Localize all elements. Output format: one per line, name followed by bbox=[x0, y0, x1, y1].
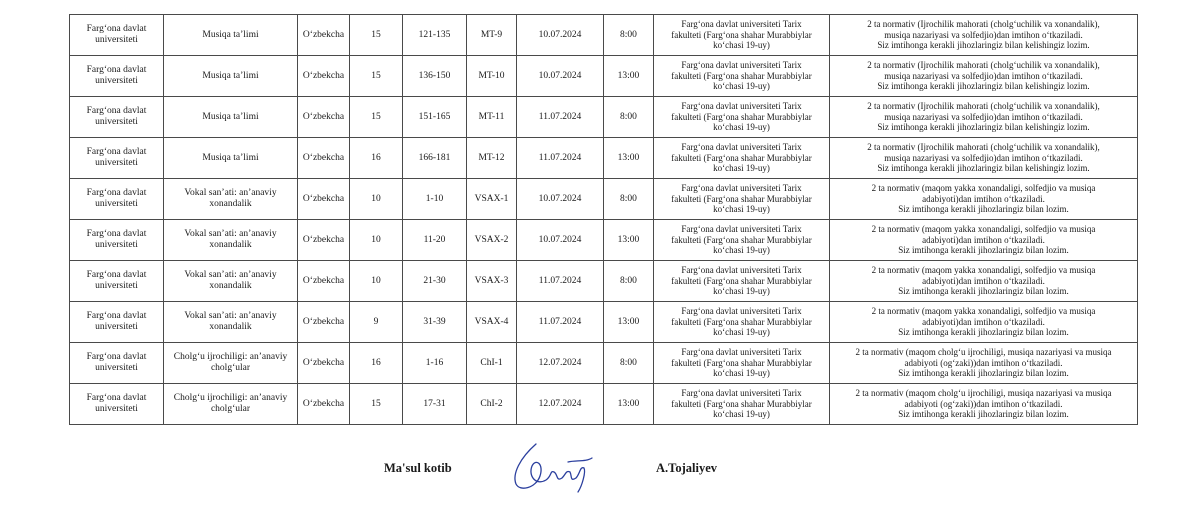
cell-language: O‘zbekcha bbox=[298, 15, 350, 56]
cell-note-line: Siz imtihonga kerakli jihozlaringiz bilan lozim. bbox=[898, 409, 1069, 420]
cell-date: 11.07.2024 bbox=[517, 302, 604, 343]
cell-address-line: Farg‘ona davlat universiteti Tarix bbox=[681, 183, 802, 194]
cell-address-line: Farg‘ona davlat universiteti Tarix bbox=[681, 60, 802, 71]
cell-note-line: adabiyoti)dan imtihon o‘tkaziladi. bbox=[922, 316, 1045, 327]
cell-group: VSAX-4 bbox=[467, 302, 517, 343]
cell-note-line: 2 ta normativ (maqom yakka xonandaligi, solfedjio va musiqa bbox=[871, 224, 1096, 235]
cell-direction: Cholg‘u ijrochiligi: an’anaviy cholg‘ular bbox=[164, 343, 298, 384]
table-row bbox=[70, 343, 1138, 384]
cell-address bbox=[654, 97, 830, 138]
cell-note-line: adabiyoti)dan imtihon o‘tkaziladi. bbox=[922, 275, 1045, 286]
cell-university: Farg‘ona davlat universiteti bbox=[70, 384, 164, 425]
cell-language: O‘zbekcha bbox=[298, 384, 350, 425]
cell-note-line: adabiyoti)dan imtihon o‘tkaziladi. bbox=[922, 234, 1045, 245]
cell-group: VSAX-3 bbox=[467, 261, 517, 302]
cell-count: 10 bbox=[350, 179, 403, 220]
cell-language: O‘zbekcha bbox=[298, 56, 350, 97]
cell-count: 10 bbox=[350, 220, 403, 261]
cell-note-line: Siz imtihonga kerakli jihozlaringiz bilan lozim. bbox=[898, 245, 1069, 256]
signature-image bbox=[506, 436, 600, 494]
cell-address-line: fakulteti (Farg‘ona shahar Murabbiylar bbox=[671, 111, 812, 122]
cell-address bbox=[654, 261, 830, 302]
cell-address-line: fakulteti (Farg‘ona shahar Murabbiylar bbox=[671, 316, 812, 327]
cell-time: 8:00 bbox=[604, 15, 654, 56]
cell-time: 13:00 bbox=[604, 384, 654, 425]
table-row bbox=[70, 261, 1138, 302]
cell-address-line: ko‘chasi 19-uy) bbox=[713, 204, 770, 215]
cell-university: Farg‘ona davlat universiteti bbox=[70, 15, 164, 56]
cell-address bbox=[654, 179, 830, 220]
cell-address-line: ko‘chasi 19-uy) bbox=[713, 40, 770, 51]
cell-note bbox=[830, 220, 1138, 261]
cell-note-line: musiqa nazariyasi va solfedjio)dan imtihon o‘tkaziladi. bbox=[884, 70, 1083, 81]
cell-note bbox=[830, 56, 1138, 97]
cell-university: Farg‘ona davlat universiteti bbox=[70, 56, 164, 97]
cell-university: Farg‘ona davlat universiteti bbox=[70, 343, 164, 384]
cell-address-line: Farg‘ona davlat universiteti Tarix bbox=[681, 347, 802, 358]
cell-university: Farg‘ona davlat universiteti bbox=[70, 179, 164, 220]
table-row bbox=[70, 220, 1138, 261]
cell-note-line: Siz imtihonga kerakli jihozlaringiz bilan kelishingiz lozim. bbox=[877, 40, 1090, 51]
cell-address bbox=[654, 384, 830, 425]
cell-note-line: 2 ta normativ (Ijrochilik mahorati (cholg‘uchilik va xonandalik), bbox=[867, 101, 1100, 112]
cell-direction: Musiqa ta’limi bbox=[164, 56, 298, 97]
cell-date: 10.07.2024 bbox=[517, 220, 604, 261]
cell-address-line: ko‘chasi 19-uy) bbox=[713, 409, 770, 420]
cell-university: Farg‘ona davlat universiteti bbox=[70, 220, 164, 261]
cell-note bbox=[830, 138, 1138, 179]
cell-address bbox=[654, 56, 830, 97]
cell-address-line: Farg‘ona davlat universiteti Tarix bbox=[681, 265, 802, 276]
cell-range: 21-30 bbox=[403, 261, 467, 302]
cell-time: 8:00 bbox=[604, 343, 654, 384]
cell-direction: Vokal san’ati: an’anaviy xonandalik bbox=[164, 302, 298, 343]
cell-date: 11.07.2024 bbox=[517, 97, 604, 138]
cell-note-line: Siz imtihonga kerakli jihozlaringiz bilan kelishingiz lozim. bbox=[877, 122, 1090, 133]
cell-language: O‘zbekcha bbox=[298, 302, 350, 343]
cell-note bbox=[830, 261, 1138, 302]
cell-language: O‘zbekcha bbox=[298, 179, 350, 220]
cell-date: 10.07.2024 bbox=[517, 56, 604, 97]
cell-time: 8:00 bbox=[604, 261, 654, 302]
table-row bbox=[70, 302, 1138, 343]
cell-range: 1-10 bbox=[403, 179, 467, 220]
cell-note-line: 2 ta normativ (maqom yakka xonandaligi, solfedjio va musiqa bbox=[871, 183, 1096, 194]
cell-date: 10.07.2024 bbox=[517, 15, 604, 56]
cell-range: 121-135 bbox=[403, 15, 467, 56]
cell-note-line: musiqa nazariyasi va solfedjio)dan imtihon o‘tkaziladi. bbox=[884, 111, 1083, 122]
cell-note-line: Siz imtihonga kerakli jihozlaringiz bilan lozim. bbox=[898, 327, 1069, 338]
cell-address-line: fakulteti (Farg‘ona shahar Murabbiylar bbox=[671, 234, 812, 245]
cell-university: Farg‘ona davlat universiteti bbox=[70, 261, 164, 302]
cell-direction: Vokal san’ati: an’anaviy xonandalik bbox=[164, 261, 298, 302]
cell-note-line: Siz imtihonga kerakli jihozlaringiz bilan lozim. bbox=[898, 204, 1069, 215]
cell-address-line: ko‘chasi 19-uy) bbox=[713, 163, 770, 174]
cell-group: MT-12 bbox=[467, 138, 517, 179]
cell-direction: Vokal san’ati: an’anaviy xonandalik bbox=[164, 179, 298, 220]
cell-date: 11.07.2024 bbox=[517, 261, 604, 302]
cell-time: 13:00 bbox=[604, 138, 654, 179]
cell-address-line: fakulteti (Farg‘ona shahar Murabbiylar bbox=[671, 152, 812, 163]
cell-address-line: ko‘chasi 19-uy) bbox=[713, 327, 770, 338]
cell-count: 15 bbox=[350, 56, 403, 97]
cell-university: Farg‘ona davlat universiteti bbox=[70, 138, 164, 179]
cell-address bbox=[654, 220, 830, 261]
cell-university: Farg‘ona davlat universiteti bbox=[70, 97, 164, 138]
cell-note-line: Siz imtihonga kerakli jihozlaringiz bilan kelishingiz lozim. bbox=[877, 163, 1090, 174]
cell-note bbox=[830, 343, 1138, 384]
table-row bbox=[70, 56, 1138, 97]
cell-date: 10.07.2024 bbox=[517, 179, 604, 220]
cell-address-line: ko‘chasi 19-uy) bbox=[713, 122, 770, 133]
cell-time: 13:00 bbox=[604, 220, 654, 261]
cell-address-line: ko‘chasi 19-uy) bbox=[713, 245, 770, 256]
cell-language: O‘zbekcha bbox=[298, 343, 350, 384]
cell-group: MT-11 bbox=[467, 97, 517, 138]
cell-address-line: Farg‘ona davlat universiteti Tarix bbox=[681, 19, 802, 30]
cell-note-line: adabiyoti (og‘zaki))dan imtihon o‘tkaziladi. bbox=[904, 398, 1063, 409]
cell-direction: Musiqa ta’limi bbox=[164, 138, 298, 179]
cell-address-line: fakulteti (Farg‘ona shahar Murabbiylar bbox=[671, 357, 812, 368]
cell-note-line: adabiyoti)dan imtihon o‘tkaziladi. bbox=[922, 193, 1045, 204]
table-row bbox=[70, 179, 1138, 220]
cell-note bbox=[830, 179, 1138, 220]
cell-date: 12.07.2024 bbox=[517, 343, 604, 384]
cell-address-line: fakulteti (Farg‘ona shahar Murabbiylar bbox=[671, 193, 812, 204]
cell-time: 8:00 bbox=[604, 179, 654, 220]
cell-group: VSAX-2 bbox=[467, 220, 517, 261]
cell-address-line: fakulteti (Farg‘ona shahar Murabbiylar bbox=[671, 29, 812, 40]
cell-direction: Vokal san’ati: an’anaviy xonandalik bbox=[164, 220, 298, 261]
cell-address-line: Farg‘ona davlat universiteti Tarix bbox=[681, 142, 802, 153]
cell-group: MT-9 bbox=[467, 15, 517, 56]
cell-note-line: 2 ta normativ (maqom cholg‘u ijrochiligi, musiqa nazariyasi va musiqa bbox=[855, 347, 1112, 358]
cell-address-line: Farg‘ona davlat universiteti Tarix bbox=[681, 224, 802, 235]
cell-address-line: Farg‘ona davlat universiteti Tarix bbox=[681, 388, 802, 399]
cell-note-line: adabiyoti (og‘zaki))dan imtihon o‘tkaziladi. bbox=[904, 357, 1063, 368]
cell-group: VSAX-1 bbox=[467, 179, 517, 220]
cell-language: O‘zbekcha bbox=[298, 138, 350, 179]
cell-address-line: Farg‘ona davlat universiteti Tarix bbox=[681, 101, 802, 112]
exam-schedule-table bbox=[69, 14, 1138, 425]
table-row bbox=[70, 97, 1138, 138]
cell-date: 12.07.2024 bbox=[517, 384, 604, 425]
table-row bbox=[70, 138, 1138, 179]
cell-direction: Musiqa ta’limi bbox=[164, 15, 298, 56]
cell-note bbox=[830, 302, 1138, 343]
cell-address-line: ko‘chasi 19-uy) bbox=[713, 81, 770, 92]
cell-note-line: 2 ta normativ (maqom yakka xonandaligi, solfedjio va musiqa bbox=[871, 306, 1096, 317]
cell-note bbox=[830, 384, 1138, 425]
cell-note-line: Siz imtihonga kerakli jihozlaringiz bilan lozim. bbox=[898, 368, 1069, 379]
cell-group: ChI-1 bbox=[467, 343, 517, 384]
cell-count: 16 bbox=[350, 343, 403, 384]
cell-address-line: ko‘chasi 19-uy) bbox=[713, 368, 770, 379]
cell-note-line: 2 ta normativ (Ijrochilik mahorati (cholg‘uchilik va xonandalik), bbox=[867, 142, 1100, 153]
cell-count: 15 bbox=[350, 384, 403, 425]
cell-note-line: 2 ta normativ (Ijrochilik mahorati (cholg‘uchilik va xonandalik), bbox=[867, 19, 1100, 30]
table-row bbox=[70, 384, 1138, 425]
table-row bbox=[70, 15, 1138, 56]
footer-position: Ma'sul kotib bbox=[384, 461, 452, 475]
cell-language: O‘zbekcha bbox=[298, 97, 350, 138]
cell-group: MT-10 bbox=[467, 56, 517, 97]
cell-time: 8:00 bbox=[604, 97, 654, 138]
cell-note-line: musiqa nazariyasi va solfedjio)dan imtihon o‘tkaziladi. bbox=[884, 152, 1083, 163]
cell-address-line: ko‘chasi 19-uy) bbox=[713, 286, 770, 297]
footer-name: A.Tojaliyev bbox=[656, 461, 717, 475]
cell-address bbox=[654, 343, 830, 384]
cell-count: 10 bbox=[350, 261, 403, 302]
cell-address bbox=[654, 138, 830, 179]
cell-range: 11-20 bbox=[403, 220, 467, 261]
cell-direction: Cholg‘u ijrochiligi: an’anaviy cholg‘ular bbox=[164, 384, 298, 425]
cell-time: 13:00 bbox=[604, 56, 654, 97]
cell-language: O‘zbekcha bbox=[298, 261, 350, 302]
cell-count: 9 bbox=[350, 302, 403, 343]
cell-note-line: Siz imtihonga kerakli jihozlaringiz bilan kelishingiz lozim. bbox=[877, 81, 1090, 92]
cell-direction: Musiqa ta’limi bbox=[164, 97, 298, 138]
cell-range: 136-150 bbox=[403, 56, 467, 97]
cell-university: Farg‘ona davlat universiteti bbox=[70, 302, 164, 343]
cell-time: 13:00 bbox=[604, 302, 654, 343]
cell-count: 16 bbox=[350, 138, 403, 179]
cell-note bbox=[830, 15, 1138, 56]
cell-count: 15 bbox=[350, 97, 403, 138]
cell-range: 166-181 bbox=[403, 138, 467, 179]
cell-address bbox=[654, 302, 830, 343]
cell-address bbox=[654, 15, 830, 56]
cell-range: 17-31 bbox=[403, 384, 467, 425]
cell-group: ChI-2 bbox=[467, 384, 517, 425]
cell-range: 151-165 bbox=[403, 97, 467, 138]
cell-address-line: fakulteti (Farg‘ona shahar Murabbiylar bbox=[671, 398, 812, 409]
cell-address-line: fakulteti (Farg‘ona shahar Murabbiylar bbox=[671, 275, 812, 286]
cell-address-line: Farg‘ona davlat universiteti Tarix bbox=[681, 306, 802, 317]
cell-note-line: musiqa nazariyasi va solfedjio)dan imtihon o‘tkaziladi. bbox=[884, 29, 1083, 40]
cell-range: 1-16 bbox=[403, 343, 467, 384]
cell-note bbox=[830, 97, 1138, 138]
cell-note-line: 2 ta normativ (maqom cholg‘u ijrochiligi, musiqa nazariyasi va musiqa bbox=[855, 388, 1112, 399]
cell-count: 15 bbox=[350, 15, 403, 56]
cell-language: O‘zbekcha bbox=[298, 220, 350, 261]
cell-range: 31-39 bbox=[403, 302, 467, 343]
cell-note-line: 2 ta normativ (Ijrochilik mahorati (cholg‘uchilik va xonandalik), bbox=[867, 60, 1100, 71]
cell-address-line: fakulteti (Farg‘ona shahar Murabbiylar bbox=[671, 70, 812, 81]
cell-date: 11.07.2024 bbox=[517, 138, 604, 179]
cell-note-line: 2 ta normativ (maqom yakka xonandaligi, solfedjio va musiqa bbox=[871, 265, 1096, 276]
cell-note-line: Siz imtihonga kerakli jihozlaringiz bilan lozim. bbox=[898, 286, 1069, 297]
